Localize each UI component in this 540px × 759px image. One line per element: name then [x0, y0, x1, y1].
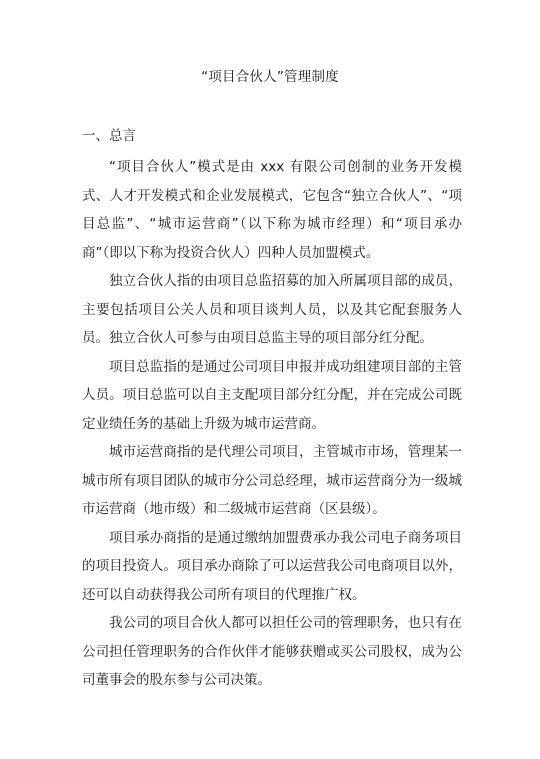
section-heading: 一、总言 — [82, 128, 136, 144]
document-body — [82, 153, 462, 695]
paragraph-mode-overview: “项目合伙人”模式是由 xxx 有限公司创制的业务开发模式、人才开发模式和企业发展模式，它包含“独立合伙人”、“项目总监”、“城市运营商”（以下称为城市经理）和“项目承办商”（即以下称为投资合伙人）四种人员加盟模式。 — [82, 159, 462, 261]
paragraph-independent-partner: 独立合伙人指的由项目总监招募的加入所属项目部的成员，主要包括项目公关人员和项目谈判人员，以及其它配套服务人员。独立合伙人可参与由项目总监主导的项目部分红分配。 — [82, 273, 462, 346]
paragraph-management-equity: 我公司的项目合伙人都可以担任公司的管理职务，也只有在公司担任管理职务的合作伙伴才能够获赠或买公司股权，成为公司董事会的股东参与公司决策。 — [82, 615, 462, 688]
document-title: “项目合伙人”管理制度 — [201, 69, 339, 85]
paragraph-project-director: 项目总监指的是通过公司项目申报并成功组建项目部的主管人员。项目总监可以自主支配项目部分红分配，并在完成公司既定业绩任务的基础上升级为城市运营商。 — [82, 358, 462, 432]
paragraph-city-operator: 城市运营商指的是代理公司项目，主管城市市场，管理某一城市所有项目团队的城市分公司总经理，城市运营商分为一级城市运营商（地市级）和二级城市运营商（区县级）。 — [82, 444, 462, 517]
paragraph-project-contractor: 项目承办商指的是通过缴纳加盟费承办我公司电子商务项目的项目投资人。项目承办商除了可以运营我公司电商项目以外，还可以自动获得我公司所有项目的代理推广权。 — [82, 529, 462, 603]
